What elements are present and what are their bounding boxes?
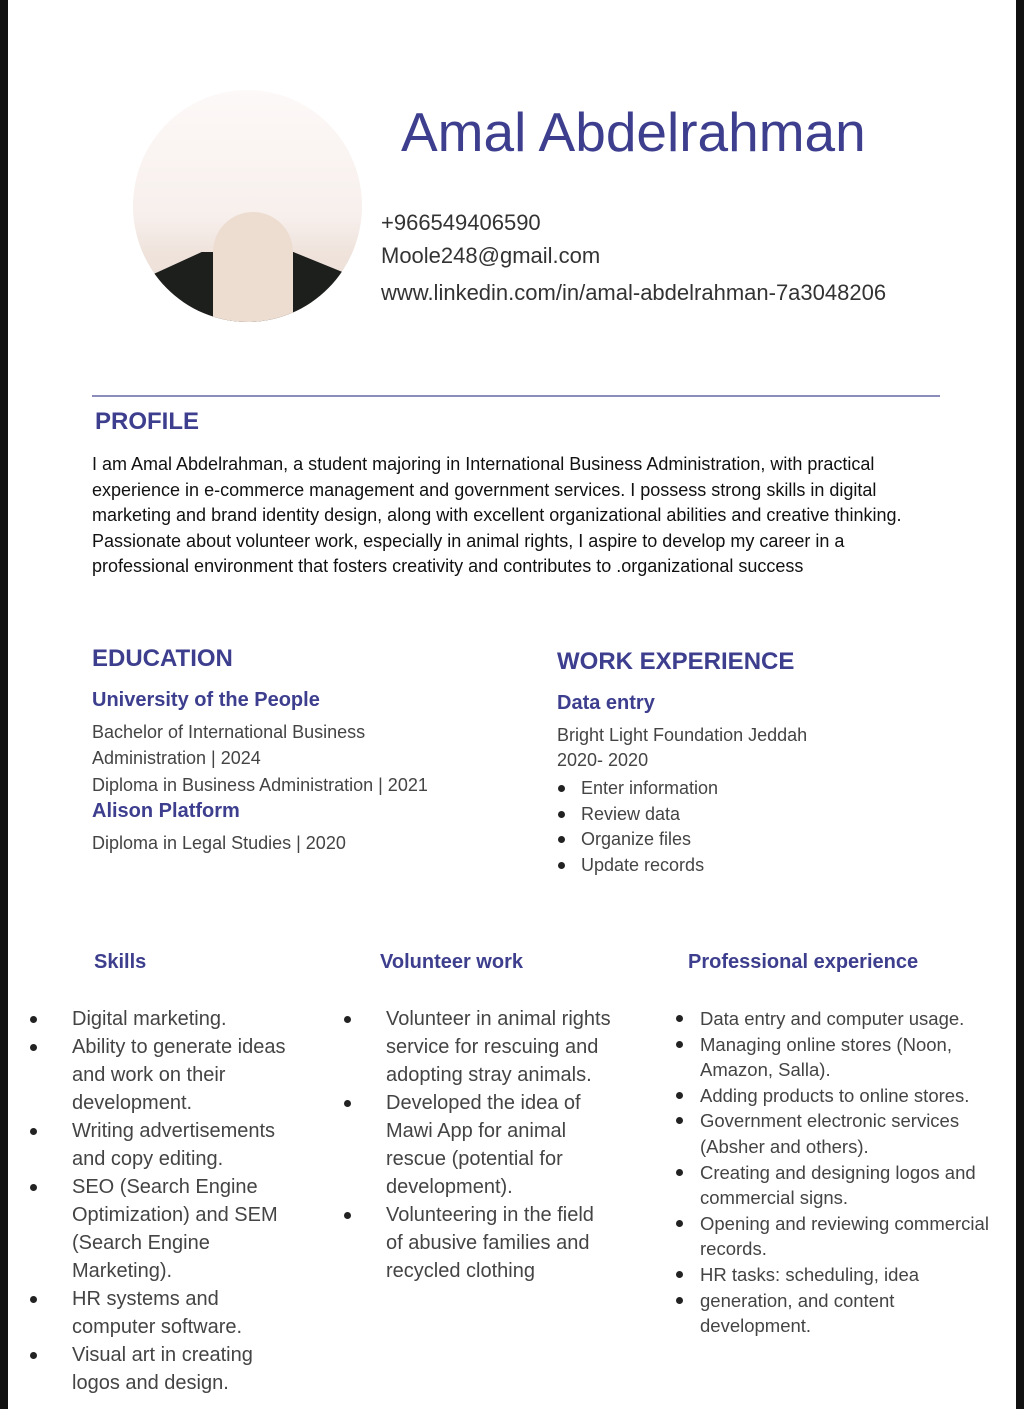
phone-number: +966549406590 [381,210,541,235]
list-item: Volunteering in the field of abusive families and recycled clothing [364,1201,614,1285]
list-item: generation, and content development. [700,1288,1005,1339]
school-name: Alison Platform [92,800,240,822]
list-item: HR systems and computer software. [50,1285,300,1341]
profile-heading: PROFILE [95,408,200,435]
photo-scarf [213,212,293,322]
list-item: Review data [557,802,718,828]
list-item: Developed the idea of Mawi App for animal rescue (potential for development). [364,1089,614,1201]
degree: Bachelor of International Business Administration | 2024 [92,722,366,768]
list-item: Data entry and computer usage. [700,1006,1005,1032]
list-item: Visual art in creating logos and design. [50,1341,300,1397]
degree: Diploma in Business Administration | 2021 [92,775,428,795]
profile-photo [133,90,362,322]
volunteer-list [364,1005,614,1285]
employer: Bright Light Foundation Jeddah [557,725,808,745]
candidate-name: Amal Abdelrahman [401,101,866,163]
work-experience-heading: WORK EXPERIENCE [557,648,795,675]
job-dates: 2020- 2020 [557,750,649,770]
email-address: Moole248@gmail.com [381,243,601,268]
list-item: Ability to generate ideas and work on their development. [50,1033,300,1117]
list-item: HR tasks: scheduling, idea [700,1262,1005,1288]
skills-heading: Skills [94,951,147,973]
job-title: Data entry [557,692,655,714]
list-item: Writing advertisements and copy editing. [50,1117,300,1173]
degree: Diploma in Legal Studies | 2020 [92,833,346,853]
job-task-list [557,776,718,878]
list-item: Managing online stores (Noon, Amazon, Salla). [700,1032,1005,1083]
list-item: SEO (Search Engine Optimization) and SEM (Search Engine Marketing). [50,1173,300,1285]
list-item: Opening and reviewing commercial records. [700,1211,1005,1262]
list-item: Creating and designing logos and commercial signs. [700,1160,1005,1211]
list-item: Government electronic services (Absher and others). [700,1108,1005,1159]
resume-page [8,0,1016,1409]
list-item: Volunteer in animal rights service for rescuing and adopting stray animals. [364,1005,614,1089]
linkedin-url: www.linkedin.com/in/amal-abdelrahman-7a3048206 [381,280,887,305]
list-item: Enter information [557,776,718,802]
list-item: Update records [557,853,718,879]
skills-list [50,1005,300,1397]
profile-text: I am Amal Abdelrahman, a student majoring in International Business Administration, with practical experience in e-commerce management and government services. I possess strong skills in digital marketing and brand identity design, along with excellent organizational abilities and creative thinking. Passionate about volunteer work, especially in animal rights, I aspire to develop my career in a professional environment that fosters creativity and contributes to .organizational success [92,454,902,577]
school-name: University of the People [92,689,320,711]
professional-experience-list [700,1006,1005,1339]
list-item: Organize files [557,827,718,853]
professional-experience-heading: Professional experience [688,951,919,973]
education-heading: EDUCATION [92,645,233,672]
list-item: Digital marketing. [50,1005,300,1033]
divider [92,395,940,397]
volunteer-heading: Volunteer work [380,951,523,973]
list-item: Adding products to online stores. [700,1083,1005,1109]
